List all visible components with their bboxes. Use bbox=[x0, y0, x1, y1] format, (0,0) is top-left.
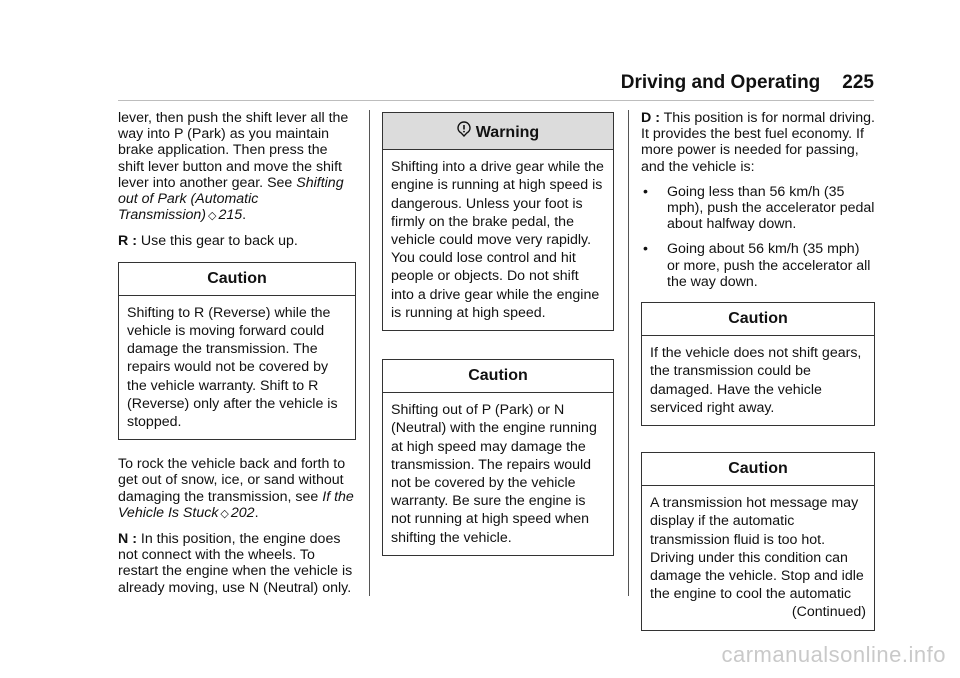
column-2 bbox=[382, 110, 614, 572]
paragraph-drive: D : This position is for normal driving. It provides the best fuel economy. If more power is needed for passing, and the vehicle is: bbox=[641, 110, 875, 175]
link-shifting-out-of-park[interactable]: Shifting out of Park (Automatic Transmission) bbox=[118, 174, 344, 224]
caution-box-shift-gears bbox=[641, 302, 875, 426]
caution-body: Shifting to R (Reverse) while the vehicle is moving forward could damage the transmission. The repairs would not be covered by the vehicle warranty. Shift to R (Reverse) only after the vehicle is stopped. bbox=[127, 304, 338, 431]
column-3 bbox=[641, 110, 875, 647]
warning-title: Warning bbox=[383, 113, 613, 150]
header-divider bbox=[118, 100, 874, 101]
page-ref-icon: ◇ bbox=[220, 507, 229, 520]
paragraph-shift-lever: lever, then push the shift lever all the way into P (Park) as you maintain brake application. Then press the shift lever button and move the shift lever into another gear. See Shifting out of Park (Automatic Transmission) ◇ 215. bbox=[118, 110, 349, 224]
gear-key-n: N : bbox=[118, 531, 137, 548]
gear-key-r: R : bbox=[118, 233, 137, 250]
caution-box-reverse bbox=[118, 262, 356, 441]
bullet-item bbox=[641, 184, 875, 233]
link-vehicle-stuck[interactable]: If the Vehicle Is Stuck bbox=[118, 488, 354, 521]
caution-title: Caution bbox=[119, 263, 355, 296]
bullet-item bbox=[641, 241, 875, 290]
page-number: 225 bbox=[842, 72, 874, 93]
bullet-marker: • bbox=[643, 183, 648, 200]
watermark: carmanualsonline.info bbox=[721, 642, 946, 667]
page-ref-215[interactable]: 215 bbox=[218, 207, 243, 224]
caution-body: If the vehicle does not shift gears, the transmission could be damaged. Have the vehicle serviced right away. bbox=[650, 345, 862, 416]
caution-body: A transmission hot message may display if the automatic transmission fluid is too hot. Driving under this condition can damage the vehicle. Stop and idle the engine to cool the automatic (Continued) bbox=[650, 495, 866, 621]
caution-box-park-neutral bbox=[382, 359, 614, 556]
caution-body: Shifting out of P (Park) or N (Neutral) with the engine running at high speed may damage the transmission. The repairs would not be covered by the vehicle warranty. Be sure the engine is not running at high speed when shifting the vehicle. bbox=[391, 402, 597, 546]
column-divider-1 bbox=[369, 110, 370, 596]
paragraph-rock-vehicle: To rock the vehicle back and forth to get out of snow, ice, or sand without damaging the transmission, see If the Vehicle Is Stuck ◇ 202. bbox=[118, 456, 354, 521]
page-header bbox=[621, 72, 874, 94]
column-divider-2 bbox=[628, 110, 629, 596]
caution-title: Caution bbox=[642, 303, 874, 336]
warning-box bbox=[382, 112, 614, 331]
bullet-text: Going about 56 km/h (35 mph) or more, push the accelerator all the way down. bbox=[667, 241, 871, 290]
continued-label: (Continued) bbox=[791, 604, 866, 621]
paragraph-neutral: N : In this position, the engine does not connect with the wheels. To restart the engine when the vehicle is already moving, use N (Neutral) only. bbox=[118, 531, 353, 596]
gear-key-d: D : bbox=[641, 110, 660, 126]
paragraph-reverse: R : Use this gear to back up. bbox=[118, 233, 298, 250]
warning-body: Shifting into a drive gear while the engine is running at high speed is dangerous. Unless your foot is firmly on the brake pedal, the vehicle could move very rapidly. You could lose control and hit people or objects. Do not shift into a drive gear while the engine is running at high speed. bbox=[391, 159, 604, 321]
warning-icon bbox=[457, 121, 471, 141]
bullet-marker: • bbox=[643, 241, 648, 258]
page-ref-icon: ◇ bbox=[208, 210, 217, 223]
column-1 bbox=[118, 110, 356, 605]
section-title: Driving and Operating bbox=[620, 72, 821, 93]
caution-box-transmission-hot bbox=[641, 452, 875, 631]
page-ref-202[interactable]: 202 bbox=[230, 504, 255, 521]
caution-title: Caution bbox=[383, 360, 613, 393]
caution-title: Caution bbox=[642, 453, 874, 486]
bullet-text: Going less than 56 km/h (35 mph), push the accelerator pedal about halfway down. bbox=[667, 183, 875, 233]
